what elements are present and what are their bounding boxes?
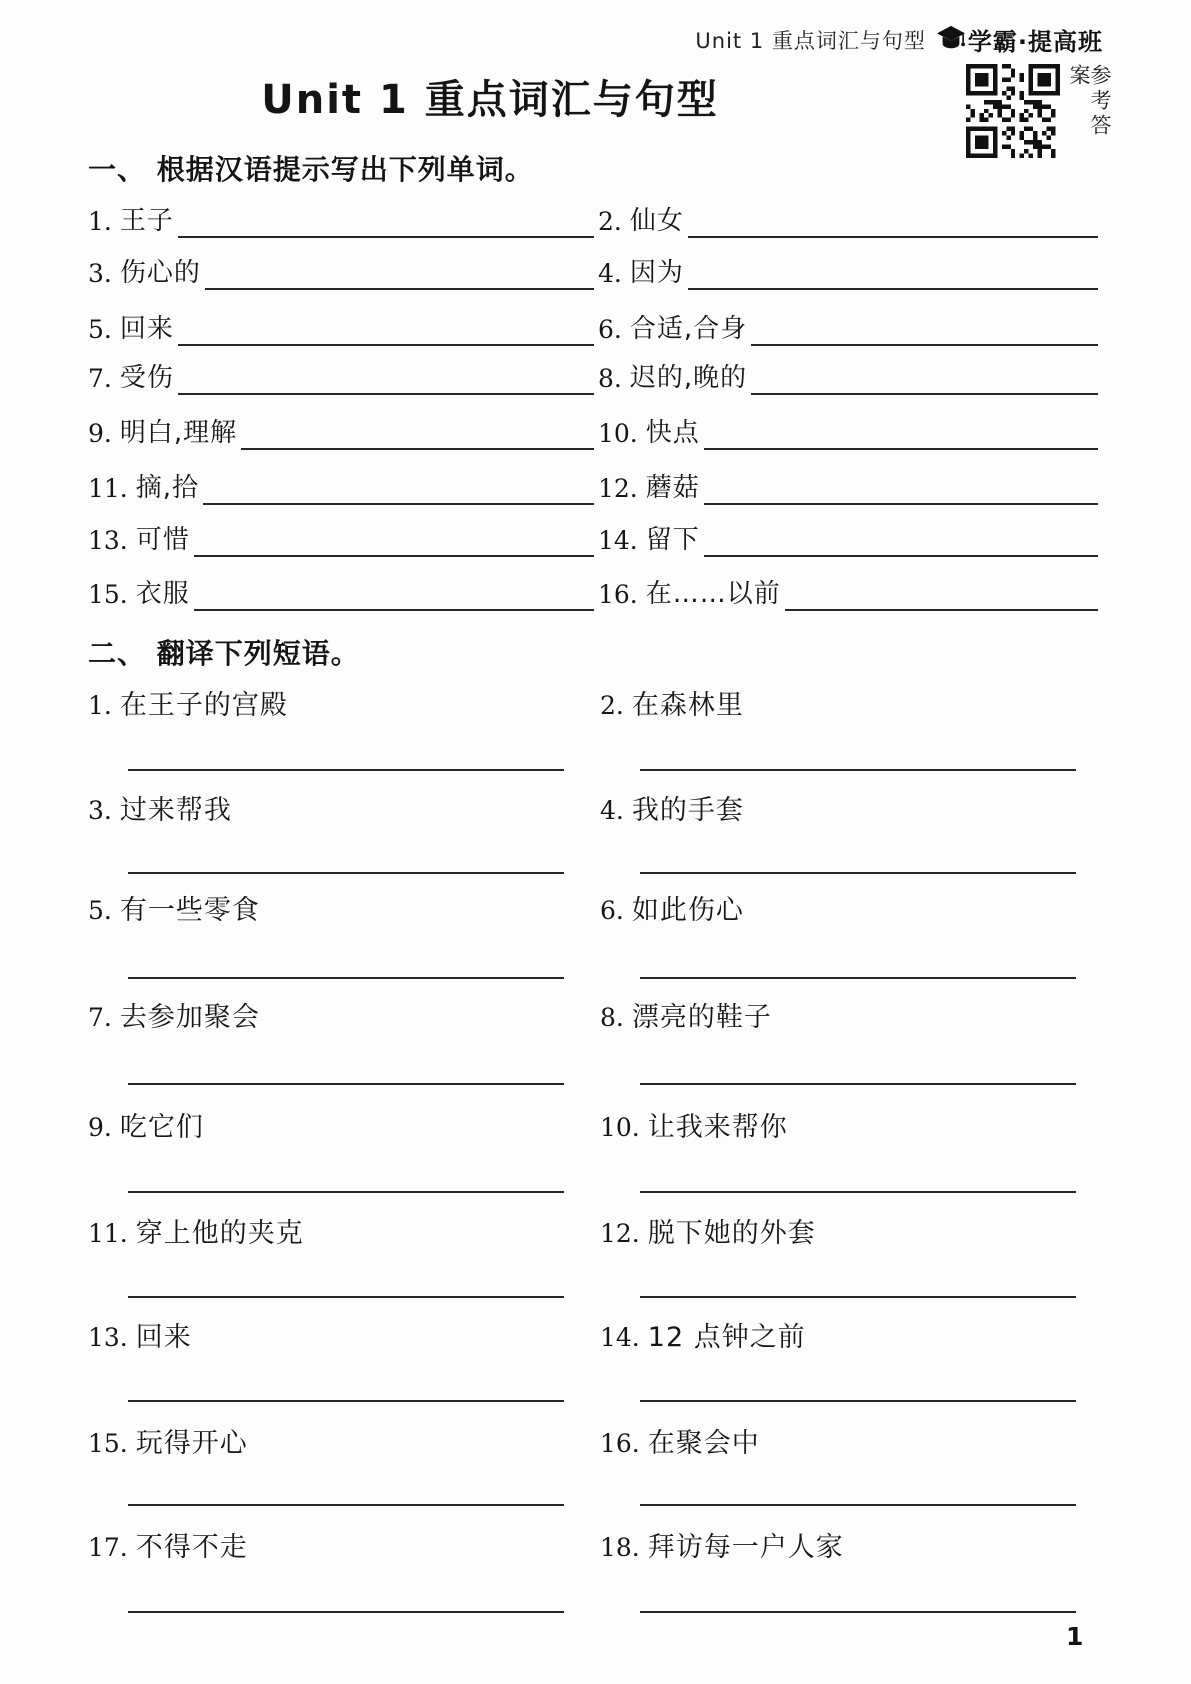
- page-number: 1: [1066, 1622, 1084, 1651]
- word-item: [88, 310, 594, 346]
- phrase-item: [88, 1430, 248, 1460]
- phrase-item: [88, 1534, 248, 1564]
- word-item: [598, 414, 1098, 450]
- item-number: 14.: [600, 1323, 640, 1352]
- item-number: 3.: [88, 796, 112, 825]
- phrase-item: [600, 1430, 760, 1460]
- answer-blank[interactable]: [178, 200, 594, 238]
- word-item: [598, 521, 1098, 557]
- answer-blank[interactable]: [704, 467, 1098, 505]
- item-label: 留下: [645, 525, 700, 555]
- item-number: 15.: [88, 580, 128, 609]
- word-item: [598, 575, 1098, 611]
- item-number: 12.: [598, 474, 638, 503]
- item-number: 1.: [88, 207, 112, 236]
- item-number: 6.: [600, 896, 624, 925]
- answer-line[interactable]: [128, 977, 564, 979]
- item-label: 合适,合身: [629, 314, 748, 344]
- phrase-label: 让我来帮你: [647, 1112, 788, 1143]
- answer-line[interactable]: [640, 1296, 1076, 1298]
- item-number: 10.: [598, 419, 638, 448]
- answer-line[interactable]: [640, 1504, 1076, 1506]
- phrase-item: [88, 1220, 304, 1250]
- item-label: 衣服: [135, 579, 190, 609]
- phrase-item: [600, 1004, 772, 1034]
- answers-qr-block: [966, 64, 1110, 160]
- phrase-item: [600, 1220, 816, 1250]
- item-label: 迟的,晚的: [629, 363, 748, 393]
- phrase-item: [88, 1114, 204, 1144]
- item-number: 9.: [88, 1113, 112, 1142]
- answer-line[interactable]: [128, 1191, 564, 1193]
- answer-line[interactable]: [128, 1504, 564, 1506]
- running-header-title: Unit 1 重点词汇与句型: [695, 28, 926, 53]
- word-item: [598, 254, 1098, 290]
- answer-blank[interactable]: [751, 357, 1098, 395]
- item-number: 1.: [88, 691, 112, 720]
- item-label: 因为: [629, 258, 684, 288]
- answer-line[interactable]: [128, 1400, 564, 1402]
- graduation-cap-icon: [936, 24, 966, 56]
- phrase-label: 如此伤心: [631, 895, 744, 926]
- answer-line[interactable]: [128, 872, 564, 874]
- item-number: 7.: [88, 1003, 112, 1032]
- phrase-label: 12 点钟之前: [647, 1322, 806, 1353]
- word-item: [88, 575, 594, 611]
- word-item: [88, 254, 594, 290]
- word-item: [598, 202, 1098, 238]
- brand-name: 学霸·提高班: [967, 28, 1103, 56]
- phrase-label: 回来: [135, 1322, 192, 1353]
- section-one-heading: 一、 根据汉语提示写出下列单词。: [88, 153, 534, 186]
- item-number: 16.: [600, 1429, 640, 1458]
- item-number: 4.: [600, 796, 624, 825]
- phrase-label: 去参加聚会: [119, 1002, 260, 1033]
- phrase-item: [600, 1324, 806, 1354]
- item-number: 8.: [600, 1003, 624, 1032]
- answer-blank[interactable]: [688, 252, 1098, 290]
- phrase-label: 穿上他的夹克: [135, 1218, 304, 1249]
- item-label: 快点: [645, 418, 700, 448]
- item-label: 蘑菇: [645, 473, 700, 503]
- answer-blank[interactable]: [205, 252, 594, 290]
- word-item: [88, 469, 594, 505]
- item-label: 仙女: [629, 206, 684, 236]
- answer-blank[interactable]: [704, 412, 1098, 450]
- word-item: [598, 310, 1098, 346]
- item-number: 16.: [598, 580, 638, 609]
- answer-blank[interactable]: [688, 200, 1098, 238]
- qr-code: [966, 64, 1060, 158]
- phrase-label: 脱下她的外套: [647, 1218, 816, 1249]
- item-number: 2.: [600, 691, 624, 720]
- answer-blank[interactable]: [241, 412, 594, 450]
- item-label: 可惜: [135, 525, 190, 555]
- answer-blank[interactable]: [203, 467, 594, 505]
- item-number: 12.: [600, 1219, 640, 1248]
- item-label: 受伤: [119, 363, 174, 393]
- answer-line[interactable]: [640, 769, 1076, 771]
- running-header: [0, 22, 1103, 57]
- phrase-label: 有一些零食: [119, 895, 260, 926]
- item-number: 15.: [88, 1429, 128, 1458]
- item-label: 回来: [119, 314, 174, 344]
- item-label: 王子: [119, 206, 174, 236]
- phrase-label: 吃它们: [119, 1112, 204, 1143]
- answer-line[interactable]: [640, 1191, 1076, 1193]
- item-label: 伤心的: [119, 258, 201, 288]
- item-number: 4.: [598, 259, 622, 288]
- answer-blank[interactable]: [785, 573, 1098, 611]
- answer-line[interactable]: [128, 1083, 564, 1085]
- item-number: 5.: [88, 315, 112, 344]
- answer-line[interactable]: [128, 769, 564, 771]
- word-item: [88, 414, 594, 450]
- phrase-item: [88, 797, 232, 827]
- item-number: 10.: [600, 1113, 640, 1142]
- brand-logo: [936, 22, 1103, 57]
- word-item: [598, 469, 1098, 505]
- word-item: [88, 359, 594, 395]
- answer-blank[interactable]: [194, 519, 594, 557]
- item-number: 11.: [88, 474, 128, 503]
- phrase-label: 拜访每一户人家: [647, 1532, 844, 1563]
- item-number: 14.: [598, 526, 638, 555]
- item-number: 5.: [88, 896, 112, 925]
- item-number: 17.: [88, 1533, 128, 1562]
- item-number: 6.: [598, 315, 622, 344]
- item-label: 在……以前: [645, 579, 781, 609]
- answer-blank[interactable]: [751, 308, 1098, 346]
- phrase-label: 过来帮我: [119, 795, 232, 826]
- item-number: 3.: [88, 259, 112, 288]
- phrase-item: [600, 1114, 788, 1144]
- item-number: 2.: [598, 207, 622, 236]
- phrase-label: 我的手套: [631, 795, 744, 826]
- item-number: 9.: [88, 419, 112, 448]
- item-number: 13.: [88, 1323, 128, 1352]
- phrase-label: 在森林里: [631, 690, 744, 721]
- item-number: 11.: [88, 1219, 128, 1248]
- item-number: 13.: [88, 526, 128, 555]
- item-label: 摘,拾: [135, 473, 200, 503]
- answer-blank[interactable]: [194, 573, 594, 611]
- answer-line[interactable]: [640, 1400, 1076, 1402]
- item-number: 8.: [598, 364, 622, 393]
- page-title: Unit 1 重点词汇与句型: [261, 77, 719, 123]
- qr-label: 参考答案: [1067, 64, 1112, 139]
- phrase-item: [88, 692, 288, 722]
- answer-line[interactable]: [640, 1611, 1076, 1613]
- phrase-label: 在聚会中: [647, 1428, 760, 1459]
- answer-line[interactable]: [640, 872, 1076, 874]
- item-number: 18.: [600, 1533, 640, 1562]
- answer-line[interactable]: [640, 977, 1076, 979]
- phrase-item: [88, 1004, 260, 1034]
- item-number: 7.: [88, 364, 112, 393]
- phrase-item: [88, 897, 260, 927]
- phrase-item: [88, 1324, 192, 1354]
- phrase-label: 不得不走: [135, 1532, 248, 1563]
- phrase-label: 在王子的宫殿: [119, 690, 288, 721]
- word-item: [598, 359, 1098, 395]
- word-item: [88, 202, 594, 238]
- phrase-label: 玩得开心: [135, 1428, 248, 1459]
- answer-line[interactable]: [128, 1296, 564, 1298]
- answer-blank[interactable]: [178, 357, 594, 395]
- answer-line[interactable]: [640, 1083, 1076, 1085]
- section-two-heading: 二、 翻译下列短语。: [88, 637, 360, 670]
- word-item: [88, 521, 594, 557]
- phrase-item: [600, 1534, 844, 1564]
- phrase-item: [600, 797, 744, 827]
- phrase-label: 漂亮的鞋子: [631, 1002, 772, 1033]
- answer-blank[interactable]: [178, 308, 594, 346]
- answer-blank[interactable]: [704, 519, 1098, 557]
- phrase-item: [600, 692, 744, 722]
- phrase-item: [600, 897, 744, 927]
- answer-line[interactable]: [128, 1611, 564, 1613]
- item-label: 明白,理解: [119, 418, 238, 448]
